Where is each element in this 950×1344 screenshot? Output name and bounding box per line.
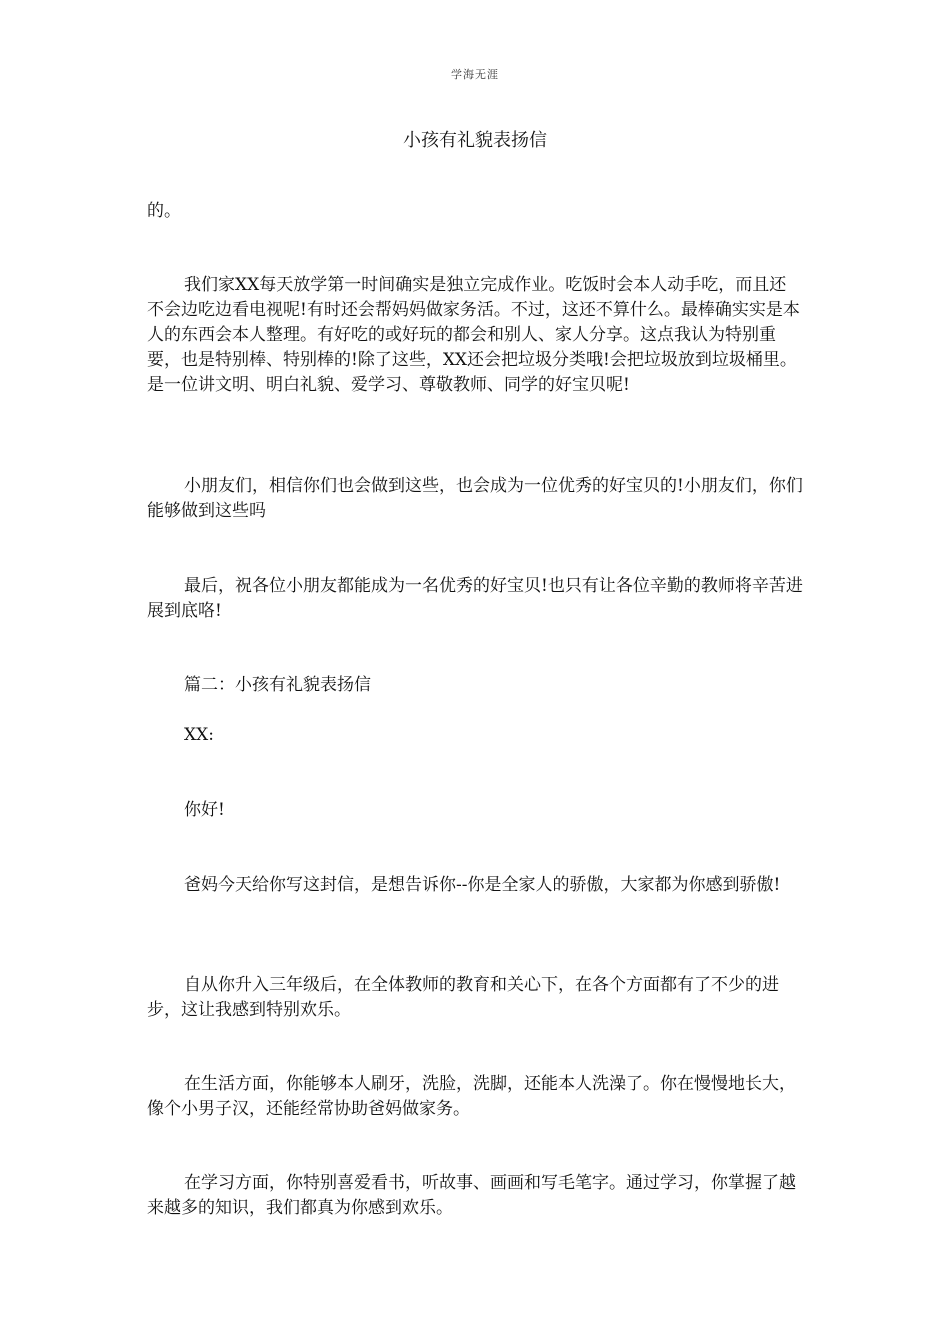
- paragraph-fragment: 的。: [147, 201, 181, 221]
- paragraph-progress: 自从你升入三年级后，在全体教师的教育和关心下，在各个方面都有了不少的进步，这让我感到特别欢乐。: [147, 975, 779, 1020]
- page-header: 学海无涯: [451, 68, 499, 81]
- document-title: 小孩有礼貌表扬信: [403, 130, 547, 151]
- paragraph-child-habits: 我们家XX每天放学第一时间确实是独立完成作业。吃饭时会本人动手吃，而且还不会边吃边看电视呢!有时还会帮妈妈做家务活。不过，这还不算什么。最棒确实实是本人的东西会本人整理。有好吃的或好玩的都会和别人、家人分享。这点我认为特别重要，也是特别棒、特别棒的!除了这些，XX还会把垃圾分类哦!会把垃圾放到垃圾桶里。是一位讲文明、明白礼貌、爱学习、尊敬教师、同学的好宝贝呢!: [147, 275, 800, 395]
- paragraph-life-skills: 在生活方面，你能够本人刷牙，洗脸，洗脚，还能本人洗澡了。你在慢慢地长大，像个小男子汉，还能经常协助爸妈做家务。: [147, 1074, 796, 1119]
- paragraph-study: 在学习方面，你特别喜爱看书，听故事、画画和写毛笔字。通过学习，你掌握了越来越多的知识，我们都真为你感到欢乐。: [147, 1173, 796, 1218]
- paragraph-closing-wish: 最后，祝各位小朋友都能成为一名优秀的好宝贝!也只有让各位辛勤的教师将辛苦进展到底咯!: [147, 576, 803, 621]
- letter-salutation: XX:: [184, 725, 214, 745]
- letter-greeting: 你好!: [184, 800, 225, 820]
- paragraph-pride: 爸妈今天给你写这封信，是想告诉你--你是全家人的骄傲，大家都为你感到骄傲!: [184, 875, 781, 895]
- section-heading-part-two: 篇二：小孩有礼貌表扬信: [184, 675, 371, 695]
- paragraph-encouragement: 小朋友们，相信你们也会做到这些，也会成为一位优秀的好宝贝的!小朋友们，你们能够做到这些吗: [147, 476, 803, 521]
